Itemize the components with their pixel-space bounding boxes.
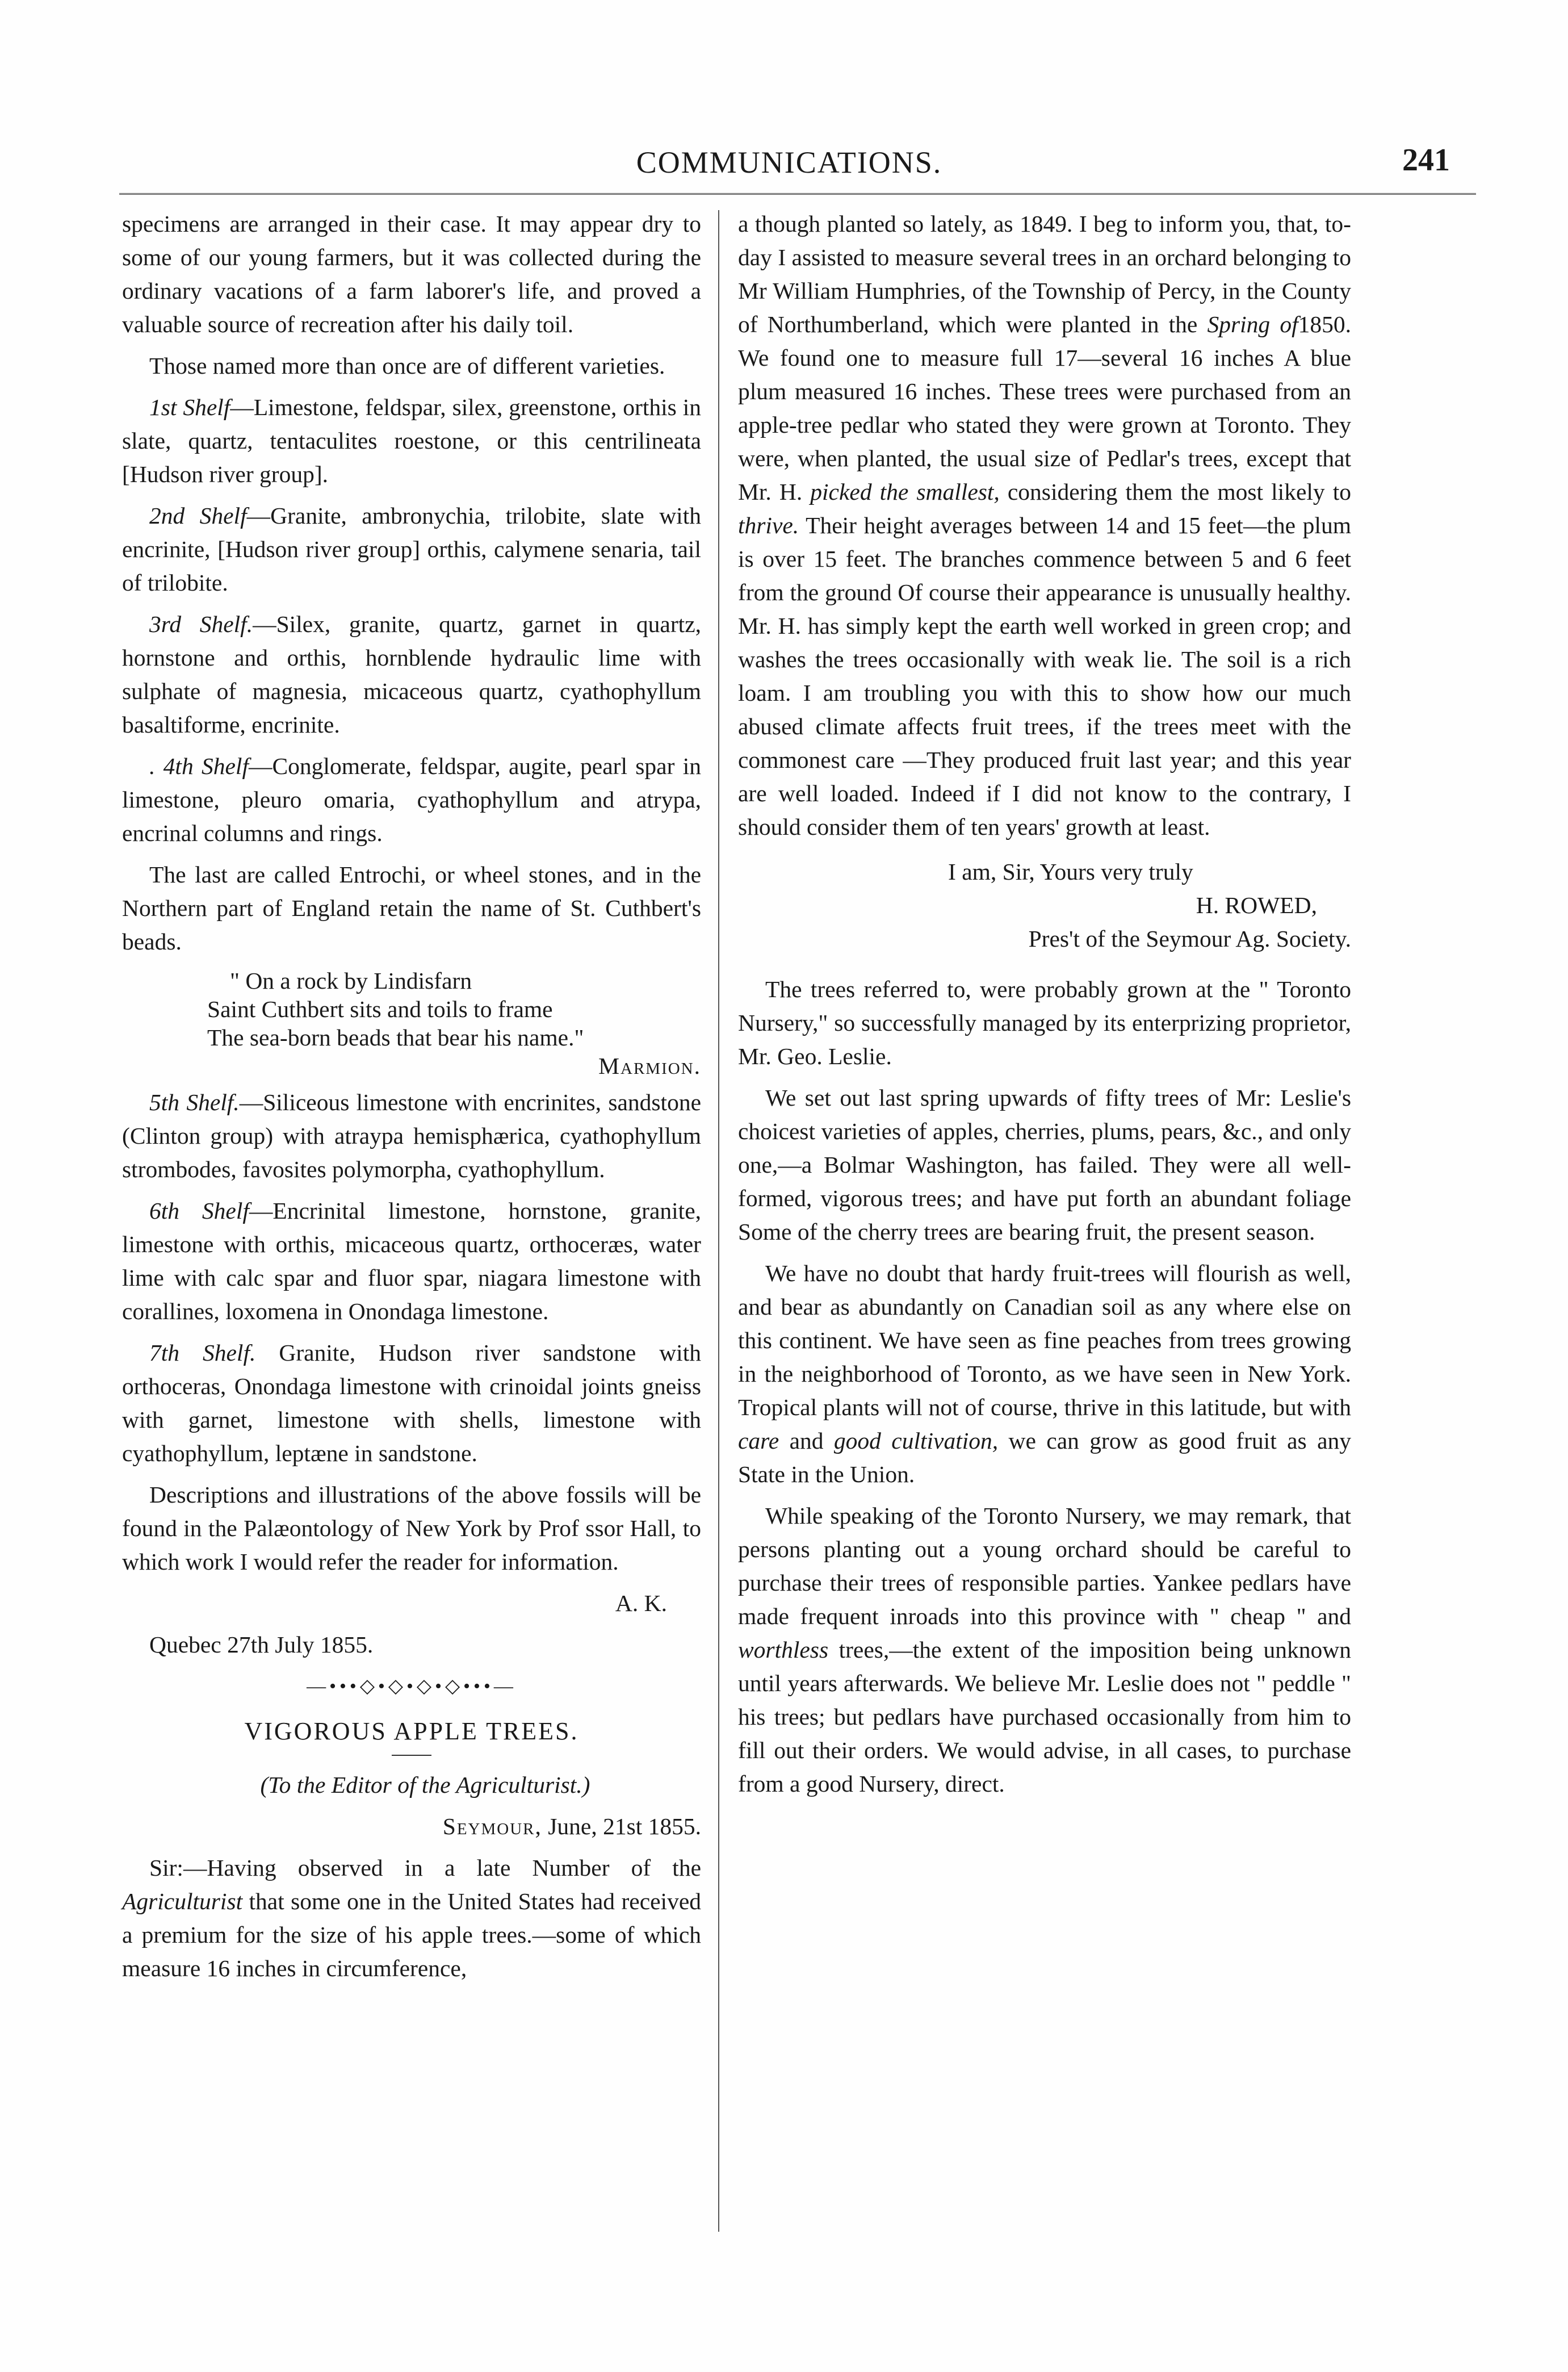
shelf-entry [122, 1336, 701, 1470]
paragraph [738, 207, 1351, 844]
verse-line: Saint Cuthbert sits and toils to frame [207, 996, 553, 1022]
closing-name: H. ROWED, [1196, 892, 1317, 918]
short-rule [392, 1755, 431, 1756]
column-divider [718, 210, 719, 2232]
paragraph: Descriptions and illustrations of the above fossils will be found in the Palæontology of New York by Prof ssor Hall, to which work I would refer the reader for information. [122, 1482, 701, 1575]
paragraph: The trees referred to, were probably grown at the " Toronto Nursery," so successfully managed by its enterprizing proprietor, Mr. Geo. Leslie. [738, 976, 1351, 1069]
text-run: a though planted so lately, as 1849. I beg to inform you, that, to-day I assisted to measure several trees in an orchard belonging to Mr William Humphries, of the Township of Percy, in the County of Northumberland, which were planted in the [738, 211, 1351, 337]
shelf-text: —Limestone, feldspar, silex, greenstone, orthis in slate, quartz, tentaculites roestone, or this centrilineata [Hudson river group]. [122, 394, 701, 487]
shelf-entry [122, 608, 701, 742]
shelf-text: —Encrinital limestone, hornstone, granite, limestone with orthis, micaceous quartz, orthoceræs, water lime with calc spar and fluor spar, niagara limestone with corallines, loxomena in Onondaga limestone. [122, 1198, 701, 1324]
letter-closing [738, 855, 1351, 956]
verse-attribution: Marmion. [598, 1053, 701, 1079]
right-column [738, 207, 1351, 1809]
paragraph: We set out last spring upwards of fifty trees of Mr: Leslie's choicest varieties of apples, cherries, plums, pears, &c., and only one,—a Bolmar Washington, has failed. They were all well-formed, vigorous trees; and have put forth an abundant foliage Some of the cherry trees are bearing fruit, the present season. [738, 1085, 1351, 1245]
text-run: and [779, 1428, 834, 1454]
verse-line: The sea-born beads that bear his name." [207, 1024, 584, 1051]
shelf-entry [122, 391, 701, 491]
shelf-label: . 4th Shelf [149, 753, 249, 779]
text-run: While speaking of the Toronto Nursery, we may remark, that persons planting out a young orchard should be careful to purchase their trees of responsible parties. Yankee pedlars have made frequent inroads into this province with " cheap " and [738, 1503, 1351, 1629]
shelf-entry [122, 750, 701, 850]
shelf-entry [122, 499, 701, 600]
text-run-italic: Spring of [1207, 311, 1298, 337]
place-name: Seymour, [442, 1813, 542, 1839]
text-run: 1850. We found one to measure full 17—several 16 inches A blue plum measured 16 inches. These trees were purchased from an apple-tree pedlar who stated they were grown at Toronto. They were, when planted, the usual size of Pedlar's trees, except that Mr. H. [738, 311, 1351, 505]
closing-title: Pres't of the Seymour Ag. Society. [1028, 926, 1351, 952]
shelf-label: 7th Shelf. [149, 1340, 256, 1366]
shelf-label: 1st Shelf [149, 394, 230, 420]
paragraph [122, 1851, 701, 1985]
text-run-italic: good cultivation, [833, 1428, 999, 1454]
dateline: Quebec 27th July 1855. [149, 1631, 374, 1658]
text-run: Sir:—Having observed in a late Number of the [149, 1855, 701, 1881]
shelf-text: —Siliceous limestone with encrinites, sandstone (Clinton group) with atraypa hemisphærica, cyathophyllum strombodes, favosites polymorpha, cyathophyllum. [122, 1089, 702, 1182]
shelf-label: 5th Shelf. [149, 1089, 240, 1115]
place-date: June, 21st 1855. [542, 1813, 701, 1839]
place-date-line [122, 1810, 701, 1843]
left-column [122, 207, 701, 1993]
shelf-entry [122, 1194, 701, 1328]
text-run: trees,—the extent of the imposition being unknown until years afterwards. We believe Mr. Leslie does not " peddle " his trees; but pedlars have purchased occasionally from him to fill out their orders. We would advise, in all cases, to purchase from a good Nursery, direct. [738, 1637, 1351, 1797]
closing-line: I am, Sir, Yours very truly [948, 859, 1193, 885]
text-run-italic: worthless [738, 1637, 829, 1663]
shelf-text: —Silex, granite, quartz, garnet in quartz, hornstone and orthis, hornblende hydraulic lime with sulphate of magnesia, micaceous quartz, cyathophyllum basaltiforme, encrinite. [122, 611, 701, 738]
text-run: Their height averages between 14 and 15 feet—the plum is over 15 feet. The branches commence between 5 and 6 feet from the ground Of course their appearance is unusually healthy. Mr. H. has simply kept the earth well worked in green crop; and washes the trees occasionally with weak lie. The soil is a rich loam. I am troubling you with this to show how our much abused climate affects fruit trees, if the trees meet with the commonest care —They produced fruit last year; and this year are well loaded. Indeed if I did not know to the contrary, I should consider them of ten years' growth at least. [738, 512, 1351, 840]
verse-quote [122, 967, 701, 1080]
header-rule [119, 193, 1476, 195]
paragraph: The last are called Entrochi, or wheel stones, and in the Northern part of England retain the name of St. Cuthbert's beads. [122, 861, 701, 955]
shelf-label: 6th Shelf [149, 1198, 249, 1224]
text-run-italic: thrive. [738, 512, 799, 538]
page-header-title: COMMUNICATIONS. [636, 145, 942, 179]
text-run: We have no doubt that hardy fruit-trees will flourish as well, and bear as abundantly on Canadian soil as any where else on this continent. We have seen as fine peaches from trees growing in the neighborhood of Toronto, as we have seen in New York. Tropical plants will not of course, thrive in this latitude, but with [738, 1260, 1351, 1420]
shelf-text: Granite, Hudson river sandstone with orthoceras, Onondaga limestone with crinoidal joints gneiss with garnet, limestone with shells, limestone with cyathophyllum, leptæne in sandstone. [122, 1340, 701, 1466]
section-ornament: —•••◇•◇•◇•◇•••— [307, 1676, 517, 1697]
text-run-italic: Agriculturist [122, 1888, 243, 1914]
shelf-entry [122, 1086, 701, 1186]
text-run: that some one in the United States had received a premium for the size of his apple trees.—some of which measure 16 inches in circumference, [122, 1888, 701, 1981]
page-number: 241 [1402, 143, 1450, 178]
paragraph: Those named more than once are of different varieties. [149, 353, 665, 379]
paragraph: specimens are arranged in their case. It may appear dry to some of our young farmers, but it was collected during the ordinary vacations of a farm laborer's life, and proved a valuable source of recreation after his daily toil. [122, 211, 701, 337]
text-run-italic: care [738, 1428, 779, 1454]
text-run: we can grow as good fruit as any State in the Union. [738, 1428, 1351, 1487]
paragraph [738, 1499, 1351, 1801]
verse-line: " On a rock by Lindisfarn [230, 968, 472, 994]
shelf-text: —Granite, ambronychia, trilobite, slate with encrinite, [Hudson river group] orthis, calymene senaria, tail of trilobite. [122, 503, 701, 596]
shelf-text: —Conglomerate, feldspar, augite, pearl spar in limestone, pleuro omaria, cyathophyllum and atrypa, encrinal columns and rings. [122, 753, 701, 846]
section-title: VIGOROUS APPLE TREES. [244, 1717, 579, 1745]
paragraph [738, 1257, 1351, 1491]
text-run-italic: picked the smallest, [810, 479, 1000, 505]
shelf-label: 3rd Shelf. [149, 611, 253, 637]
text-run: considering them the most likely to [999, 479, 1351, 505]
editor-address: (To the Editor of the Agriculturist.) [260, 1772, 590, 1798]
shelf-label: 2nd Shelf [149, 503, 247, 529]
author-signature: A. K. [615, 1590, 667, 1616]
